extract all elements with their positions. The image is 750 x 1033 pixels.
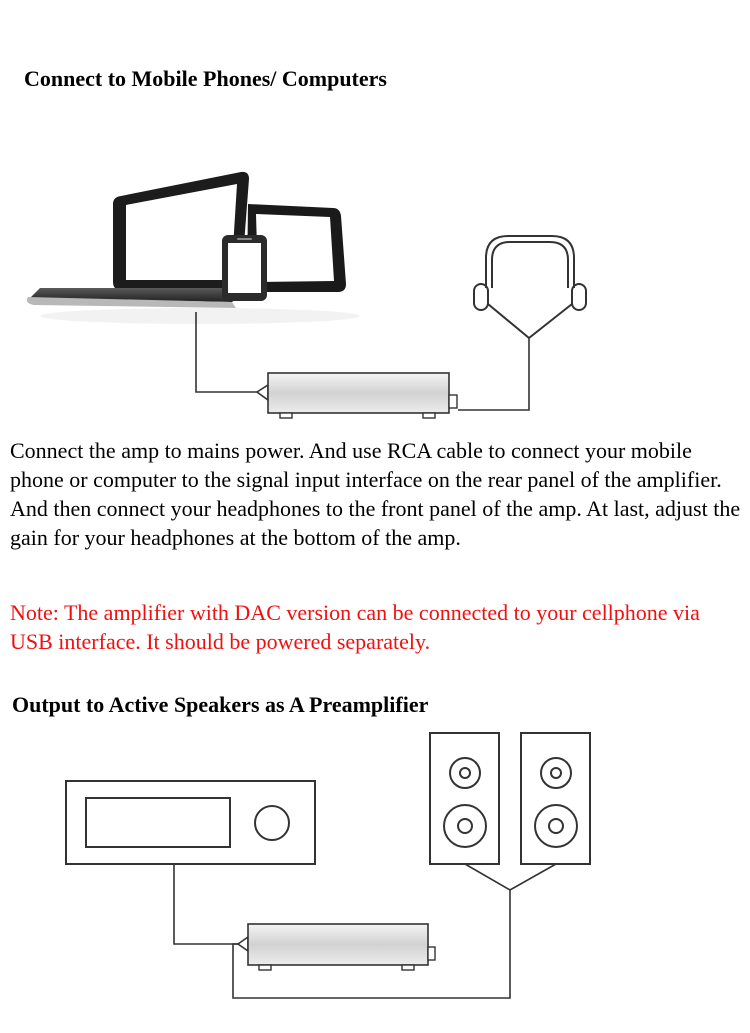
speaker-icon [521, 733, 590, 864]
connection-diagram-mobile-computers [0, 160, 750, 425]
audio-source-unit-icon [66, 781, 315, 864]
smartphone-icon [222, 235, 267, 301]
amplifier-icon [238, 924, 435, 970]
headphones-icon [474, 236, 586, 338]
amplifier-icon [257, 373, 457, 418]
section-heading-active-speakers: Output to Active Speakers as A Preamplifier [12, 692, 429, 717]
speaker-icon [430, 733, 499, 864]
section-heading-mobile-computers: Connect to Mobile Phones/ Computers [24, 66, 387, 91]
connection-diagram-active-speakers [0, 725, 750, 1015]
dac-note: Note: The amplifier with DAC version can be connected to your cellphone via USB interface. It should be powered separately. [10, 600, 700, 654]
instructions-paragraph: Connect the amp to mains power. And use RCA cable to connect your mobile phone or computer to the signal input interface on the rear panel of the amplifier. And then connect your headphones to the front panel of the amp. At last, adjust the gain for your headphones at the bottom of the amp. [10, 438, 741, 550]
